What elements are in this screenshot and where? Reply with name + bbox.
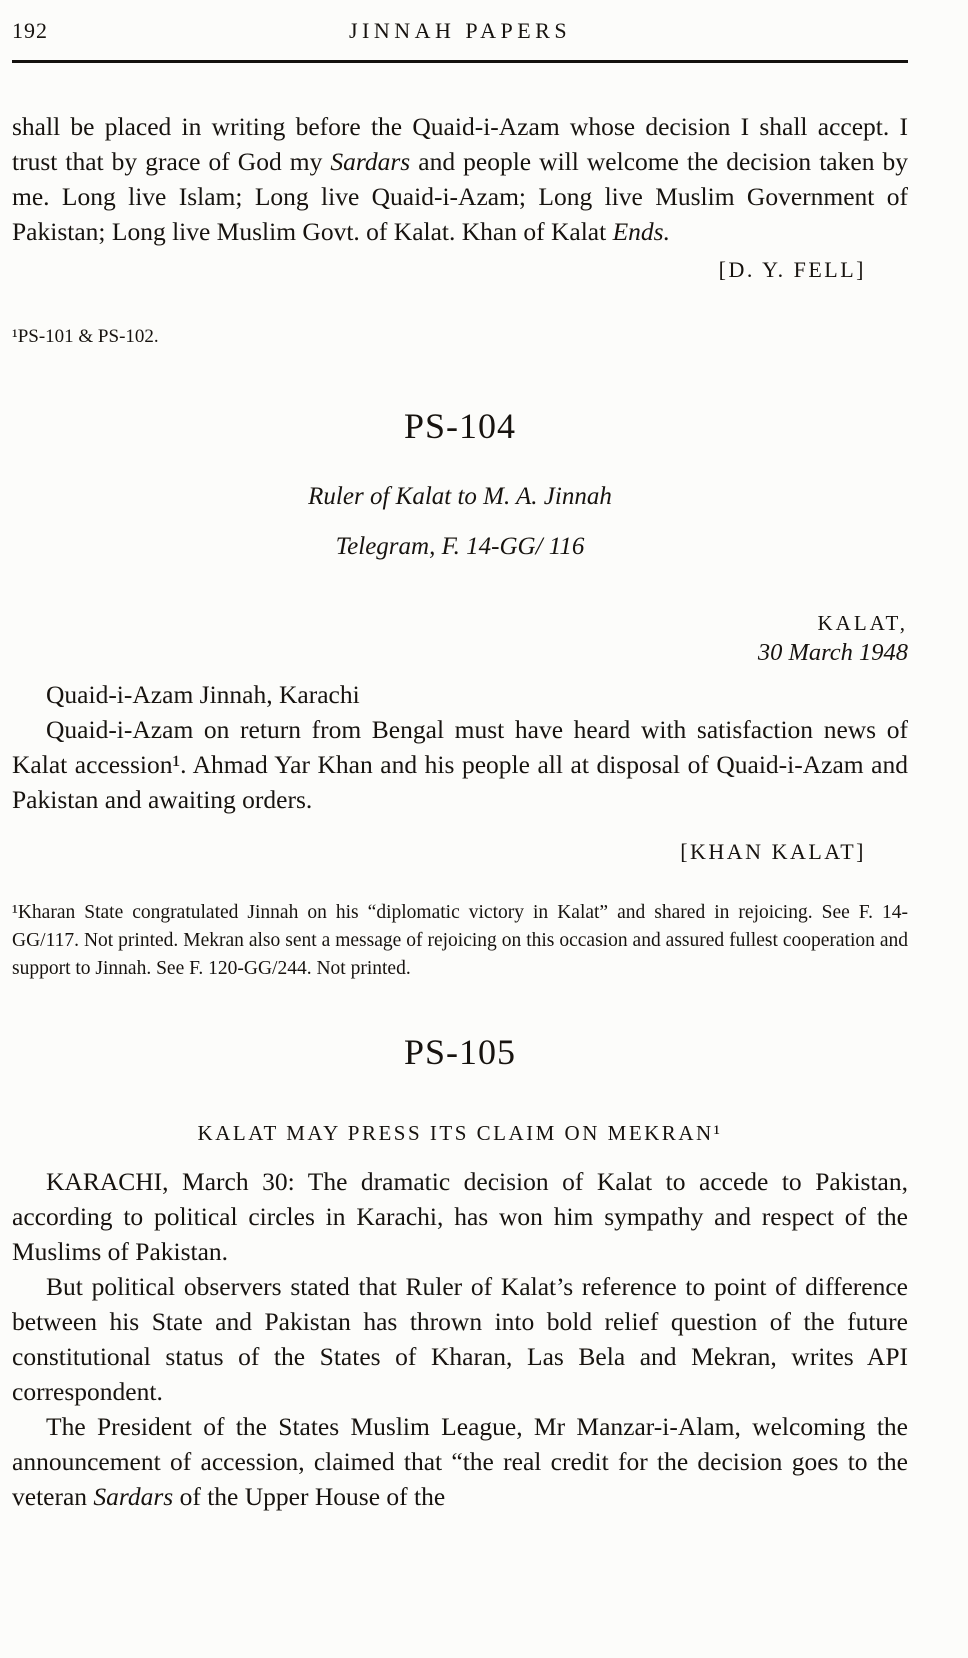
ps104-subtitle-reference: Telegram, F. 14-GG/ 116 — [335, 533, 585, 560]
header-rule — [12, 60, 908, 63]
ps104-subtitle-author: Ruler of Kalat to M. A. Jinnah — [308, 483, 612, 510]
ps105-text-1: The President of the States Muslim League, Mr Manzar-i-Alam, welcoming the announcement of accession, claimed that “the real credit for the decision goes to the veteran — [12, 1412, 908, 1511]
ps105-article-title: KALAT MAY PRESS ITS CLAIM ON MEKRAN¹ — [197, 1121, 723, 1145]
ps105-italic-sardars: Sardars — [93, 1482, 174, 1511]
ps104-footnote: ¹Kharan State congratulated Jinnah on his “diplomatic victory in Kalat” and shared in rejoicing. See F. 14-GG/117. Not printed. Mekran also sent a message of rejoicing on this occasion and assured fullest cooperation and support to Jinnah. See F. 120-GG/244. Not printed. — [12, 902, 908, 979]
ps104-date: 30 March 1948 — [757, 639, 908, 666]
ps103-body-paragraph — [12, 109, 908, 249]
ps103-footnote: ¹PS-101 & PS-102. — [12, 326, 159, 347]
ps104-heading: PS-104 — [403, 406, 517, 446]
ps105-paragraph-2: But political observers stated that Ruler of Kalat’s reference to point of difference between his State and Pakistan has thrown into bold relief question of the future constitutional status of the States of Kharan, Las Bela and Mekran, writes API correspondent. — [12, 1272, 908, 1406]
ps105-paragraph-3 — [12, 1409, 908, 1514]
ps104-place: KALAT, — [817, 611, 908, 635]
document-ps104 — [12, 405, 908, 983]
document-ps105 — [12, 1031, 908, 1514]
ps103-text-2: and people will welcome the decision taken by me. Long live Islam; Long live Quaid-i-Azam; Long live Muslim Government of Pakistan; Long live Muslim Govt. of Kalat. Khan of Kalat — [12, 147, 908, 246]
page-number: 192 — [12, 18, 48, 43]
ps103-italic-sardars: Sardars — [330, 147, 411, 176]
ps103-italic-ends: Ends. — [612, 217, 670, 246]
ps105-text-2: of the Upper House of the — [173, 1482, 446, 1511]
ps104-signature: [KHAN KALAT] — [680, 839, 866, 864]
running-title: JINNAH PAPERS — [348, 18, 572, 43]
ps105-paragraph-1: KARACHI, March 30: The dramatic decision of Kalat to accede to Pakistan, according to political circles in Karachi, has won him sympathy and respect of the Muslims of Pakistan. — [12, 1167, 908, 1266]
ps105-heading: PS-105 — [403, 1032, 517, 1072]
page-header — [12, 10, 908, 60]
ps104-body-paragraph: Quaid-i-Azam on return from Bengal must have heard with satisfaction news of Kalat accession¹. Ahmad Yar Khan and his people all at disposal of Quaid-i-Azam and Pakistan and awaiting orders. — [12, 715, 908, 814]
ps103-signature: [D. Y. FELL] — [718, 257, 866, 282]
ps103-text-1: shall be placed in writing before the Quaid-i-Azam whose decision I shall accept. I trust that by grace of God my — [12, 112, 908, 176]
ps104-addressee: Quaid-i-Azam Jinnah, Karachi — [46, 680, 360, 709]
document-ps103-continuation — [12, 109, 908, 351]
